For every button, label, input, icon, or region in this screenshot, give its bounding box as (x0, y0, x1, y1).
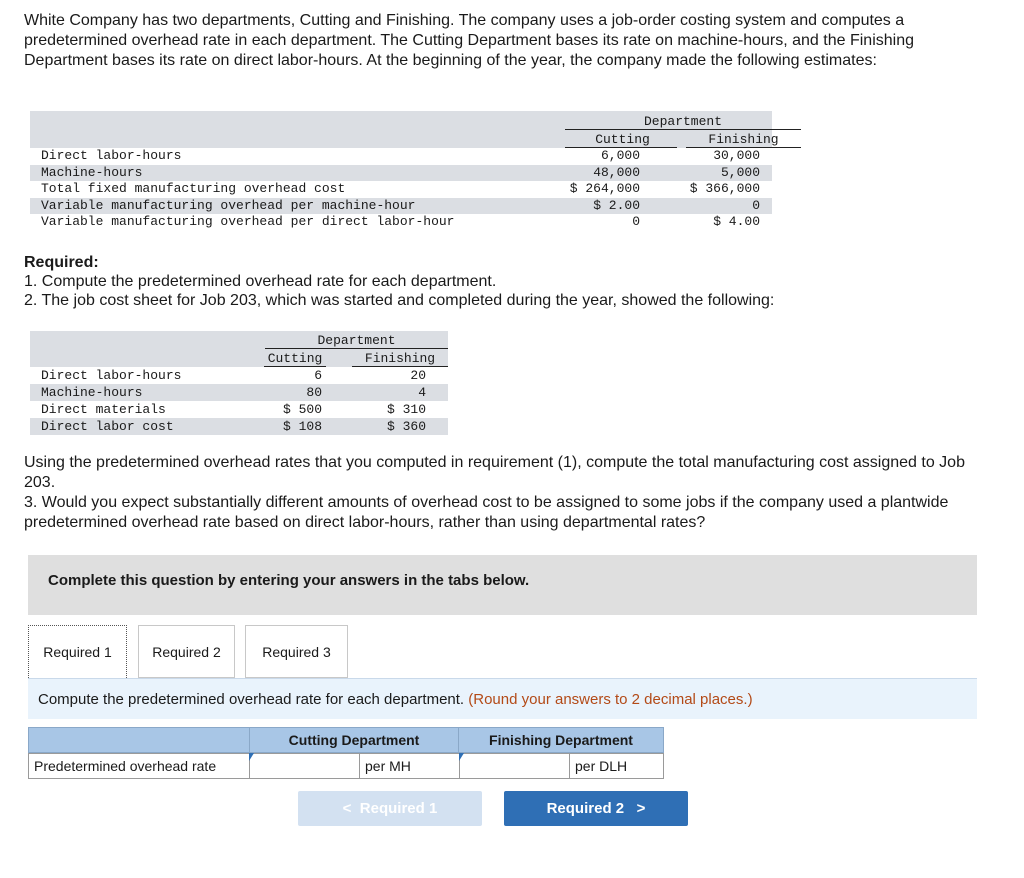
cutting-value: 0 (632, 214, 640, 230)
required-2-text: 2. The job cost sheet for Job 203, which was started and completed during the year, showed the following: (24, 292, 775, 309)
row-label: Direct labor-hours (41, 368, 182, 383)
finishing-value: 20 (410, 368, 426, 383)
chevron-right-icon: > (636, 800, 646, 817)
finishing-rate-input[interactable] (460, 754, 569, 778)
required-1-text: 1. Compute the predetermined overhead rate for each department. (24, 273, 497, 290)
rounding-note: (Round your answers to 2 decimal places.) (468, 691, 753, 708)
next-required-button[interactable] (504, 791, 688, 826)
row-label: Variable manufacturing overhead per machine-hour (41, 197, 416, 213)
required-3-text: 3. Would you expect substantially different amounts of overhead cost to be assigned to some jobs if the company used a plantwide predetermined overhead rate based on direct labor-hours, rather than using departmental rates? (24, 494, 949, 531)
tab-required-3[interactable]: Required 3 (245, 625, 348, 678)
row-label: Total fixed manufacturing overhead cost (41, 181, 346, 197)
table-row (30, 181, 772, 198)
table-row (30, 384, 448, 401)
row-label: Direct labor cost (41, 419, 174, 434)
required-title: Required: (24, 254, 99, 271)
instruction-text: Compute the predetermined overhead rate for each department. (38, 691, 465, 708)
job-table-header (30, 331, 448, 367)
department-header: Department (317, 333, 396, 348)
finishing-header: Finishing (364, 351, 436, 366)
input-flag-icon (249, 753, 254, 761)
finishing-value: 30,000 (713, 148, 760, 163)
cutting-rate-input[interactable] (250, 754, 359, 778)
row-label: Direct labor-hours (41, 148, 182, 163)
prev-button-label: Required 1 (359, 800, 438, 817)
answer-row (28, 753, 664, 779)
table-row (30, 214, 772, 231)
finishing-unit-label: per DLH (569, 753, 664, 779)
cutting-header: Cutting (595, 132, 650, 147)
row-label: Direct materials (41, 402, 166, 417)
job-203-table (30, 331, 448, 435)
cutting-header: Cutting (267, 351, 323, 366)
cutting-value: $ 500 (282, 402, 322, 417)
table-row (30, 198, 772, 215)
cutting-value: $ 108 (282, 419, 322, 434)
cutting-unit-label: per MH (359, 753, 460, 779)
estimates-table-header (30, 111, 779, 148)
table-row (30, 148, 772, 165)
finishing-value: $ 366,000 (689, 181, 760, 197)
finishing-value: 0 (752, 197, 760, 213)
finishing-value: $ 360 (386, 419, 426, 434)
cutting-value: $ 264,000 (569, 181, 640, 197)
finishing-value: $ 310 (386, 402, 426, 417)
predetermined-rate-label: Predetermined overhead rate (28, 753, 250, 779)
table-row (30, 165, 772, 182)
tab-required-1[interactable]: Required 1 (28, 625, 127, 678)
finishing-value: $ 4.00 (713, 214, 760, 230)
estimates-table (30, 111, 779, 231)
row-label: Machine-hours (41, 385, 143, 400)
cutting-value: $ 2.00 (593, 197, 640, 213)
next-button-label: Required 2 (546, 800, 625, 817)
cutting-value: 6 (314, 368, 322, 383)
finishing-department-header: Finishing Department (458, 727, 664, 753)
chevron-left-icon: < (342, 800, 352, 817)
finishing-value: 5,000 (720, 164, 760, 180)
row-label: Variable manufacturing overhead per direct labor-hour (41, 214, 455, 230)
finishing-header: Finishing (708, 132, 779, 147)
department-header: Department (643, 114, 722, 129)
problem-intro: White Company has two departments, Cutting and Finishing. The company uses a job-order costing system and computes a predetermined overhead rate in each department. The Cutting Department bases its rate on machine-hours, and the Finishing Department bases its rate on direct labor-hours. At the beginning of the year, the company made the following estimates: (24, 12, 914, 69)
compute-total-cost-text: Using the predetermined overhead rates that you computed in requirement (1), compute the total manufacturing cost assigned to Job 203. (24, 454, 965, 491)
complete-banner (28, 555, 977, 615)
table-row (30, 401, 448, 418)
cutting-department-header: Cutting Department (249, 727, 459, 753)
required-section (24, 253, 774, 310)
instruction-bar (28, 678, 977, 719)
row-label: Machine-hours (41, 164, 143, 180)
prev-required-button[interactable] (298, 791, 482, 826)
cutting-value: 6,000 (600, 148, 640, 163)
answer-header-blank (28, 727, 250, 753)
finishing-value: 4 (418, 385, 426, 400)
answer-table (28, 727, 664, 779)
input-flag-icon (459, 753, 464, 761)
cutting-value: 48,000 (593, 164, 640, 180)
tab-required-2[interactable]: Required 2 (138, 625, 235, 678)
complete-banner-text: Complete this question by entering your answers in the tabs below. (48, 572, 530, 589)
cutting-value: 80 (306, 385, 322, 400)
table-row (30, 418, 448, 435)
table-row (30, 367, 448, 384)
finishing-rate-cell (459, 753, 570, 779)
cutting-rate-cell (249, 753, 360, 779)
answer-header-row (28, 727, 664, 753)
after-text-section (24, 453, 984, 533)
